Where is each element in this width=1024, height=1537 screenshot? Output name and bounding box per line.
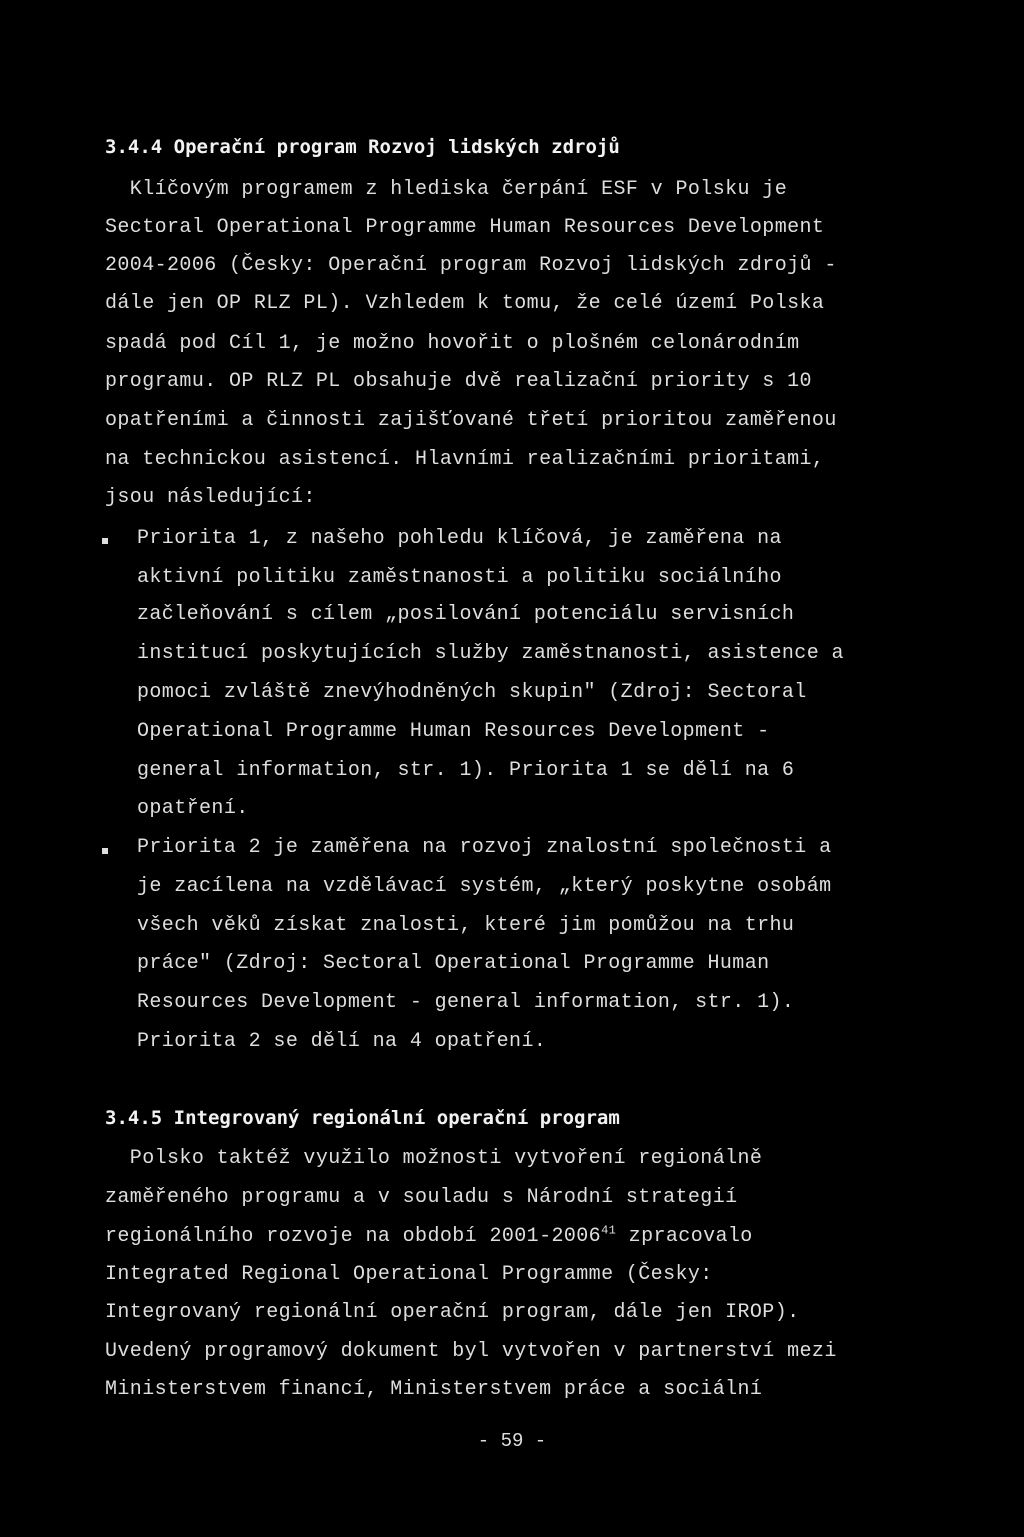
bullet-line: general information, str. 1). Priorita 1 se dělí na 6 xyxy=(137,759,795,782)
section-heading-3-4-4 xyxy=(105,136,620,158)
bullet-line: institucí poskytujících služby zaměstnanosti, asistence a xyxy=(137,642,844,665)
section-heading-3-4-5 xyxy=(105,1107,620,1129)
paragraph-line: spadá pod Cíl 1, je možno hovořit o plošném celonárodním xyxy=(105,332,800,355)
section-number: 3.4.5 xyxy=(105,1107,163,1129)
bullet-line: Priorita 2 se dělí na 4 opatření. xyxy=(137,1030,547,1053)
paragraph-line: jsou následující: xyxy=(105,486,316,509)
paragraph-line: 2004-2006 (Česky: Operační program Rozvoj lidských zdrojů - xyxy=(105,254,837,277)
bullet-line: Priorita 1, z našeho pohledu klíčová, je zaměřena na xyxy=(137,527,782,550)
paragraph-line: Sectoral Operational Programme Human Resources Development xyxy=(105,216,825,239)
bullet-line: opatření. xyxy=(137,797,249,820)
bullet-line: všech věků získat znalosti, které jim pomůžou na trhu xyxy=(137,914,795,937)
paragraph-line: Ministerstvem financí, Ministerstvem práce a sociální xyxy=(105,1378,763,1401)
bullet-line: Resources Development - general information, str. 1). xyxy=(137,991,795,1014)
paragraph-line: Uvedený programový dokument byl vytvořen v partnerství mezi xyxy=(105,1340,837,1363)
section-title: Integrovaný regionální operační program xyxy=(173,1107,620,1129)
paragraph-line: opatřeními a činnosti zajišťované třetí prioritou zaměřenou xyxy=(105,409,837,432)
paragraph-line: Integrated Regional Operational Programme (Česky: xyxy=(105,1263,713,1286)
bullet-line: Operational Programme Human Resources Development - xyxy=(137,720,770,743)
paragraph-text: regionálního rozvoje na období 2001-2006 xyxy=(105,1225,602,1248)
footnote-reference[interactable]: 41 xyxy=(601,1223,617,1238)
bullet-marker xyxy=(102,848,108,854)
bullet-line: aktivní politiku zaměstnanosti a politiku sociálního xyxy=(137,566,782,589)
bullet-marker xyxy=(102,538,108,544)
paragraph-line: Polsko taktéž využilo možnosti vytvoření regionálně xyxy=(105,1147,763,1170)
section-title: Operační program Rozvoj lidských zdrojů xyxy=(173,136,620,158)
page-number: - 59 - xyxy=(477,1430,547,1452)
paragraph-line: zaměřeného programu a v souladu s Národní strategií xyxy=(105,1186,738,1209)
bullet-line: je zacílena na vzdělávací systém, „který poskytne osobám xyxy=(137,875,832,898)
bullet-line: práce" (Zdroj: Sectoral Operational Programme Human xyxy=(137,952,770,975)
paragraph-line: dále jen OP RLZ PL). Vzhledem k tomu, že celé území Polska xyxy=(105,292,825,315)
paragraph-line: Integrovaný regionální operační program, dále jen IROP). xyxy=(105,1301,800,1324)
paragraph-line: na technickou asistencí. Hlavními realizačními prioritami, xyxy=(105,448,825,471)
paragraph-line: Klíčovým programem z hlediska čerpání ESF v Polsku je xyxy=(105,178,788,201)
paragraph-line-with-footnote xyxy=(105,1225,753,1248)
section-number: 3.4.4 xyxy=(105,136,163,158)
bullet-line: pomoci zvláště znevýhodněných skupin" (Zdroj: Sectoral xyxy=(137,681,807,704)
bullet-line: Priorita 2 je zaměřena na rozvoj znalostní společnosti a xyxy=(137,836,832,859)
bullet-line: začleňování s cílem „posilování potenciálu servisních xyxy=(137,603,795,626)
paragraph-text: zpracovalo xyxy=(616,1225,753,1248)
paragraph-line: programu. OP RLZ PL obsahuje dvě realizační priority s 10 xyxy=(105,370,812,393)
